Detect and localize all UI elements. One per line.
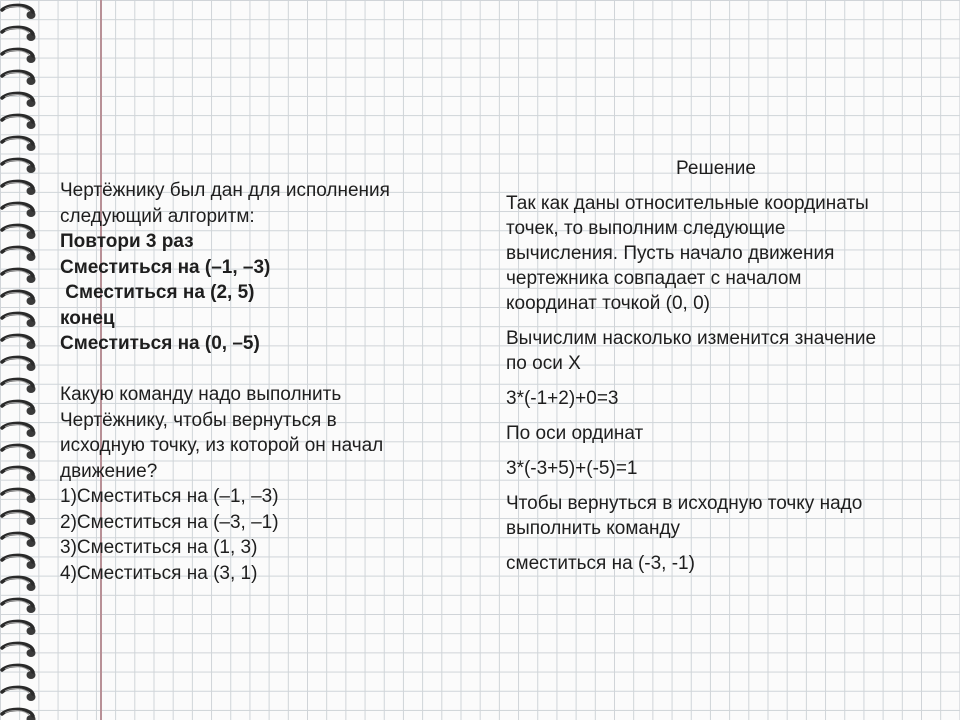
- spiral-ring: [2, 203, 36, 217]
- spiral-ring: [2, 335, 36, 349]
- spiral-ring: [2, 489, 36, 503]
- spiral-ring: [2, 401, 36, 415]
- spiral-ring: [2, 643, 36, 657]
- solution-text: [506, 156, 926, 586]
- final-answer: сместиться на (-3, -1): [506, 553, 695, 574]
- solution-paragraph: [506, 191, 926, 316]
- spiral-ring: [2, 445, 36, 459]
- answer-option: 4)Сместиться на (3, 1): [60, 562, 258, 584]
- spiral-ring: [2, 467, 36, 481]
- spiral-ring: [2, 555, 36, 569]
- solution-paragraph: [506, 491, 926, 541]
- spiral-ring: [2, 49, 36, 63]
- solution-line: Вычислим насколько изменится значение: [506, 328, 877, 349]
- spiral-ring: [2, 313, 36, 327]
- calc-y: 3*(-3+5)+(-5)=1: [506, 458, 638, 479]
- solution-line: Чтобы вернуться в исходную точку надо: [506, 493, 863, 514]
- spiral-ring: [2, 225, 36, 239]
- solution-line: выполнить команду: [506, 518, 681, 539]
- spiral-ring: [2, 357, 36, 371]
- task-text: [60, 178, 440, 586]
- solution-line: чертежника совпадает с началом: [506, 268, 802, 289]
- solution-line: вычисления. Пусть начало движения: [506, 243, 835, 264]
- algorithm-line: Сместиться на (2, 5): [60, 282, 255, 303]
- notebook-spiral-binding: [0, 0, 46, 720]
- task-intro-line: Чертёжнику был дан для исполнения: [60, 180, 390, 201]
- answer-option: 3)Сместиться на (1, 3): [60, 537, 258, 558]
- answer-option: 2)Сместиться на (–3, –1): [60, 511, 279, 533]
- spiral-ring: [2, 137, 36, 151]
- spiral-ring: [2, 621, 36, 635]
- question-line: исходную точку, из которой он начал: [60, 435, 384, 456]
- spiral-ring: [2, 93, 36, 107]
- solution-line: по оси Х: [506, 353, 581, 374]
- spiral-ring: [2, 665, 36, 679]
- algorithm-line: Повтори 3 раз: [60, 231, 194, 252]
- spiral-ring: [2, 599, 36, 613]
- spiral-ring: [2, 5, 36, 19]
- spiral-ring: [2, 709, 36, 720]
- spiral-ring: [2, 379, 36, 393]
- question-line: Какую команду надо выполнить: [60, 384, 342, 405]
- spiral-ring: [2, 291, 36, 305]
- calc-x: 3*(-1+2)+0=3: [506, 388, 619, 409]
- question-line: Чертёжнику, чтобы вернуться в: [60, 409, 337, 431]
- spiral-ring: [2, 577, 36, 591]
- solution-line: координат точкой (0, 0): [506, 293, 710, 314]
- algorithm-line: Сместиться на (–1, –3): [60, 256, 271, 278]
- axis-y-label: По оси ординат: [506, 423, 644, 444]
- solution-line: Так как даны относительные координаты: [506, 193, 869, 214]
- spiral-ring: [2, 27, 36, 41]
- spiral-ring: [2, 159, 36, 173]
- algorithm-line: конец: [60, 307, 115, 329]
- spiral-ring: [2, 71, 36, 85]
- algorithm-line: Сместиться на (0, –5): [60, 333, 260, 354]
- spiral-ring: [2, 687, 36, 701]
- task-intro-line: следующий алгоритм:: [60, 205, 255, 227]
- solution-line: точек, то выполним следующие: [506, 218, 786, 239]
- spiral-ring: [2, 423, 36, 437]
- spiral-ring: [2, 181, 36, 195]
- answer-option: 1)Сместиться на (–1, –3): [60, 486, 279, 507]
- solution-paragraph: [506, 326, 926, 376]
- spiral-ring: [2, 115, 36, 129]
- question-line: движение?: [60, 460, 158, 482]
- spiral-ring: [2, 269, 36, 283]
- solution-heading: Решение: [676, 158, 756, 179]
- spiral-ring: [2, 511, 36, 525]
- spacer: [60, 357, 440, 383]
- spiral-ring: [2, 533, 36, 547]
- spiral-ring: [2, 247, 36, 261]
